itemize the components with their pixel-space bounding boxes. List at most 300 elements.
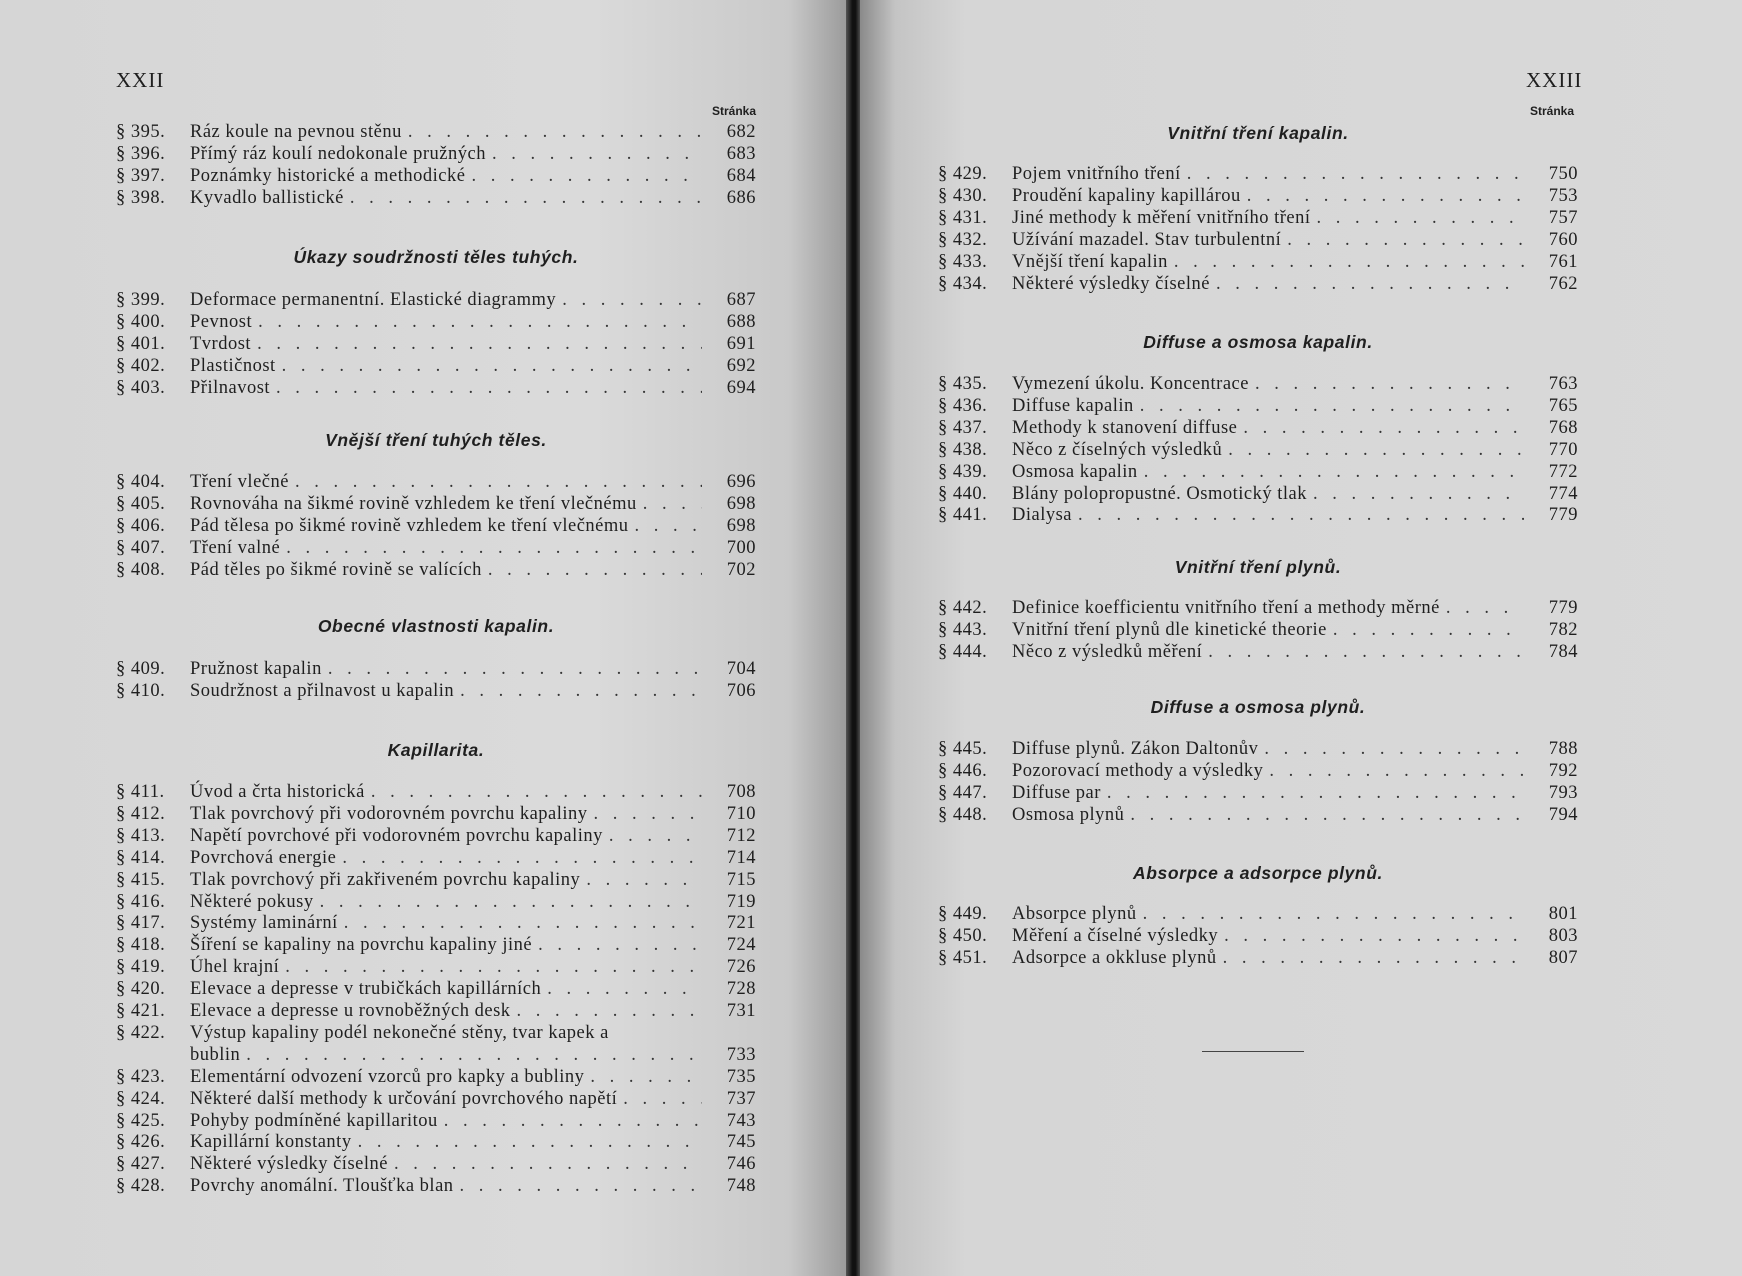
dot-leader xyxy=(1243,417,1524,439)
page-number: 794 xyxy=(1548,804,1578,825)
page-number: 702 xyxy=(726,559,756,580)
page-number: 765 xyxy=(1548,395,1578,416)
entry-title: Diffuse plynů. Zákon Daltonův xyxy=(1012,739,1259,759)
page-number: 774 xyxy=(1548,483,1578,504)
dot-leader xyxy=(1446,597,1524,619)
page-number: 760 xyxy=(1548,229,1578,250)
dot-leader xyxy=(460,680,702,702)
entry-title: Absorpce plynů xyxy=(1012,904,1137,924)
page-number: 753 xyxy=(1548,185,1578,206)
page-number: 757 xyxy=(1548,207,1578,228)
entry-title: Tlak povrchový při zakřiveném povrchu kapaliny xyxy=(190,869,581,890)
page-number: 683 xyxy=(726,143,756,164)
entry-title: Užívání mazadel. Stav turbulentní xyxy=(1012,229,1282,250)
toc-entry[interactable] xyxy=(116,333,756,355)
section-heading: Absorpce a adsorpce plynů. xyxy=(1133,863,1383,883)
toc-entry[interactable] xyxy=(938,395,1578,417)
section-number: § 437. xyxy=(938,417,988,438)
section-number: § 410. xyxy=(116,680,166,701)
section-number: § 446. xyxy=(938,760,988,781)
toc-entry[interactable] xyxy=(116,515,756,537)
entry-title: Blány polopropustné. Osmotický tlak xyxy=(1012,483,1307,504)
section-heading: Vnější tření tuhých těles. xyxy=(325,430,547,450)
toc-entry[interactable] xyxy=(116,471,756,493)
toc-entry[interactable] xyxy=(938,804,1578,826)
toc-entry[interactable] xyxy=(116,869,756,891)
section-number: § 444. xyxy=(938,641,988,662)
page-number: 762 xyxy=(1548,273,1578,294)
dot-leader xyxy=(295,471,702,493)
dot-leader xyxy=(488,559,702,581)
dot-leader xyxy=(643,493,702,515)
entry-title: Deformace permanentní. Elastické diagrammy xyxy=(190,290,557,310)
entry-title: Některé pokusy xyxy=(190,891,314,912)
dot-leader xyxy=(350,187,702,209)
entry-title: Diffuse par xyxy=(1012,782,1101,803)
dot-leader xyxy=(276,377,702,399)
section-heading: Vnitřní tření plynů. xyxy=(1174,557,1342,577)
section-number: § 434. xyxy=(938,273,988,294)
page-number: 686 xyxy=(726,187,756,208)
page-number: 761 xyxy=(1548,251,1578,272)
toc-entry[interactable] xyxy=(116,493,756,515)
toc-entry[interactable] xyxy=(116,912,756,934)
section-number: § 432. xyxy=(938,229,988,250)
dot-leader xyxy=(282,355,702,377)
entry-title: Soudržnost a přilnavost u kapalin xyxy=(190,680,455,701)
page-number: 731 xyxy=(726,1001,756,1021)
entry-title: Osmosa kapalin xyxy=(1012,461,1138,482)
left-page-number: XXII xyxy=(116,68,165,92)
toc-entry[interactable] xyxy=(938,738,1578,760)
page-number: 712 xyxy=(726,825,756,846)
toc-entry[interactable] xyxy=(116,891,756,913)
entry-title: Povrchy anomální. Tloušťka blan xyxy=(190,1176,454,1197)
dot-leader xyxy=(371,781,702,803)
page-number: 710 xyxy=(726,803,756,824)
page-number: 694 xyxy=(726,377,756,398)
section-number: § 427. xyxy=(116,1154,166,1175)
toc-entry[interactable] xyxy=(116,1022,756,1044)
toc-entry[interactable] xyxy=(938,947,1578,969)
right-page-number: XXIII xyxy=(1526,68,1583,92)
left-page-column-label: Stránka xyxy=(712,104,757,118)
entry-title: Pevnost xyxy=(190,311,253,332)
page-number: 692 xyxy=(726,355,756,376)
page-number: 698 xyxy=(726,493,756,514)
section-number: § 400. xyxy=(116,311,166,332)
section-number: § 440. xyxy=(938,483,988,504)
dot-leader xyxy=(471,165,702,187)
toc-entry[interactable] xyxy=(116,781,756,803)
toc-entry[interactable] xyxy=(938,597,1578,619)
dot-leader xyxy=(342,847,702,869)
section-number: § 416. xyxy=(116,891,166,912)
section-number: § 428. xyxy=(116,1176,166,1197)
dot-leader xyxy=(1143,903,1524,925)
entry-title: Napětí povrchové při vodorovném povrchu kapaliny xyxy=(190,825,603,846)
dot-leader xyxy=(623,1088,702,1110)
entry-title: Pružnost kapalin xyxy=(190,659,322,679)
entry-title: Adsorpce a okkluse plynů xyxy=(1012,947,1217,968)
toc-entry[interactable] xyxy=(116,121,756,143)
section-number: § 409. xyxy=(116,659,166,679)
page-number: 696 xyxy=(726,472,756,492)
entry-title: Tlak povrchový při vodorovném povrchu kapaliny xyxy=(190,803,588,824)
dot-leader xyxy=(1078,504,1524,526)
dot-leader xyxy=(1313,483,1524,505)
section-number: § 443. xyxy=(938,619,988,640)
toc-entry[interactable] xyxy=(938,163,1578,185)
page-number: 782 xyxy=(1548,619,1578,640)
section-number: § 418. xyxy=(116,935,166,956)
toc-entry[interactable] xyxy=(116,559,756,581)
entry-title: Dialysa xyxy=(1012,505,1073,526)
entry-title: Plastičnost xyxy=(190,355,276,376)
toc-entry[interactable] xyxy=(938,903,1578,925)
toc-entry[interactable] xyxy=(938,483,1578,505)
dot-leader xyxy=(594,803,702,825)
section-heading: Diffuse a osmosa kapalin. xyxy=(1143,332,1373,352)
section-number: § 433. xyxy=(938,251,988,272)
section-number: § 398. xyxy=(116,187,166,208)
dot-leader xyxy=(492,143,702,165)
section-number: § 438. xyxy=(938,439,988,460)
toc-entry[interactable] xyxy=(938,207,1578,229)
dot-leader xyxy=(1174,251,1524,273)
page-number: 772 xyxy=(1548,461,1578,482)
toc-entry[interactable] xyxy=(938,273,1578,295)
toc-entry[interactable] xyxy=(116,1175,756,1197)
section-number: § 401. xyxy=(116,333,166,354)
dot-leader xyxy=(586,869,702,891)
section-number: § 445. xyxy=(938,739,988,759)
entry-title: Některé další methody k určování povrchového napětí xyxy=(190,1088,618,1109)
toc-entry[interactable] xyxy=(116,187,756,209)
toc-entry[interactable] xyxy=(938,373,1578,395)
page-number: 726 xyxy=(726,957,756,978)
dot-leader xyxy=(1208,641,1524,663)
page-number: 715 xyxy=(726,869,756,890)
entry-title: Kyvadlo ballistické xyxy=(190,187,344,208)
section-number: § 421. xyxy=(116,1001,166,1021)
toc-entry[interactable] xyxy=(116,537,756,559)
toc-entry[interactable] xyxy=(938,782,1578,804)
entry-title: Ráz koule na pevnou stěnu xyxy=(190,122,402,142)
section-number: § 431. xyxy=(938,207,988,228)
toc-entry[interactable] xyxy=(116,956,756,978)
toc-entry[interactable] xyxy=(116,680,756,702)
section-number: § 415. xyxy=(116,869,166,890)
section-number: § 430. xyxy=(938,185,988,206)
section-number: § 395. xyxy=(116,122,166,142)
page-number: 784 xyxy=(1548,641,1578,662)
section-number: § 442. xyxy=(938,598,988,618)
toc-entry[interactable] xyxy=(116,847,756,869)
toc-entry[interactable] xyxy=(116,165,756,187)
section-heading: Diffuse a osmosa plynů. xyxy=(1150,697,1366,717)
entry-title: Elevace a depresse v trubičkách kapillárních xyxy=(190,979,542,1000)
page-number: 728 xyxy=(726,979,756,1000)
dot-leader xyxy=(1247,185,1524,207)
dot-leader xyxy=(1255,373,1524,395)
section-number: § 436. xyxy=(938,395,988,416)
entry-title: Šíření se kapaliny na povrchu kapaliny jiné xyxy=(190,935,533,956)
dot-leader xyxy=(285,956,702,978)
dot-leader xyxy=(408,121,702,143)
entry-title: Přilnavost xyxy=(190,377,271,398)
dot-leader xyxy=(1187,163,1524,185)
dot-leader xyxy=(590,1066,702,1088)
right-page-column-label: Stránka xyxy=(1530,104,1575,118)
toc-entry[interactable] xyxy=(938,251,1578,273)
toc-entry[interactable] xyxy=(116,289,756,311)
page-number: 706 xyxy=(726,680,756,701)
toc-entry[interactable] xyxy=(938,417,1578,439)
dot-leader xyxy=(460,1175,702,1197)
toc-entry[interactable] xyxy=(116,377,756,399)
entry-title: Pohyby podmíněné kapillaritou xyxy=(190,1110,438,1131)
page-number: 719 xyxy=(726,891,756,912)
page-number: 687 xyxy=(726,290,756,310)
section-number: § 422. xyxy=(116,1022,166,1043)
section-number: § 396. xyxy=(116,143,166,164)
page-number: 793 xyxy=(1548,782,1578,803)
toc-entry[interactable] xyxy=(938,461,1578,483)
section-heading: Úkazy soudržnosti těles tuhých. xyxy=(293,247,579,267)
toc-entry[interactable] xyxy=(938,925,1578,947)
dot-leader xyxy=(547,978,702,1000)
toc-entry[interactable] xyxy=(938,760,1578,782)
entry-title: Methody k stanovení diffuse xyxy=(1012,417,1238,438)
section-number: § 451. xyxy=(938,947,988,968)
entry-title: Úvod a črta historická xyxy=(190,782,365,802)
toc-entry[interactable] xyxy=(116,1088,756,1110)
section-number: § 397. xyxy=(116,165,166,186)
entry-title: Definice koefficientu vnitřního tření a methody měrné xyxy=(1012,598,1440,618)
entry-title: Měření a číselné výsledky xyxy=(1012,925,1219,946)
dot-leader xyxy=(538,934,702,956)
section-number: § 448. xyxy=(938,804,988,825)
page-number: 724 xyxy=(726,935,756,956)
page-number: 737 xyxy=(726,1088,756,1109)
entry-title: Tvrdost xyxy=(190,333,252,354)
entry-title: Něco z číselných výsledků xyxy=(1012,439,1223,460)
entry-title: Tření valné xyxy=(190,537,281,558)
dot-leader xyxy=(1107,782,1524,804)
toc-entry[interactable] xyxy=(116,1110,756,1132)
toc-entry[interactable] xyxy=(116,934,756,956)
page-number: 746 xyxy=(726,1154,756,1175)
toc-entry[interactable] xyxy=(116,825,756,847)
entry-title: Pozorovací methody a výsledky xyxy=(1012,760,1264,781)
page-number: 691 xyxy=(726,333,756,354)
entry-title: Výstup kapaliny podél nekonečné stěny, tvar kapek a xyxy=(190,1022,609,1043)
dot-leader xyxy=(1130,804,1524,826)
dot-leader xyxy=(635,515,702,537)
entry-title: Přímý ráz koulí nedokonale pružných xyxy=(190,143,486,164)
page-number: 748 xyxy=(726,1176,756,1197)
dot-leader xyxy=(1228,439,1524,461)
entry-title: Systémy laminární xyxy=(190,913,338,934)
entry-title: Něco z výsledků měření xyxy=(1012,641,1203,662)
page-number: 763 xyxy=(1548,374,1578,394)
section-number: § 420. xyxy=(116,979,166,1000)
entry-title: bublin xyxy=(190,1044,241,1065)
toc-entry[interactable] xyxy=(116,978,756,1000)
entry-title: Kapillární konstanty xyxy=(190,1132,352,1153)
section-number: § 449. xyxy=(938,904,988,924)
dot-leader xyxy=(1223,947,1524,969)
page-number: 735 xyxy=(726,1066,756,1087)
entry-title: Úhel krajní xyxy=(190,957,280,978)
toc-entry[interactable] xyxy=(116,311,756,333)
page-number: 750 xyxy=(1548,164,1578,184)
dot-leader xyxy=(1140,395,1524,417)
dot-leader xyxy=(609,825,702,847)
page-number: 684 xyxy=(726,165,756,186)
dot-leader xyxy=(517,1000,702,1022)
dot-leader xyxy=(444,1110,702,1132)
page-number: 714 xyxy=(726,847,756,868)
entry-title: Elevace a depresse u rovnoběžných desk xyxy=(190,1001,511,1021)
entry-title: Poznámky historické a methodické xyxy=(190,165,466,186)
entry-title: Vnitřní tření plynů dle kinetické theorie xyxy=(1012,619,1327,640)
toc-entry[interactable] xyxy=(116,143,756,165)
section-number: § 450. xyxy=(938,925,988,946)
toc-entry[interactable] xyxy=(116,1131,756,1153)
section-number: § 441. xyxy=(938,505,988,526)
section-number: § 414. xyxy=(116,847,166,868)
dot-leader xyxy=(1144,461,1524,483)
section-number: § 424. xyxy=(116,1088,166,1109)
dot-leader xyxy=(286,537,702,559)
entry-title: Diffuse kapalin xyxy=(1012,395,1134,416)
section-heading: Vnitřní tření kapalin. xyxy=(1167,123,1349,143)
dot-leader xyxy=(258,311,702,333)
dot-leader xyxy=(257,333,702,355)
dot-leader xyxy=(1287,229,1524,251)
section-number: § 439. xyxy=(938,461,988,482)
entry-title: Vnější tření kapalin xyxy=(1012,251,1168,272)
entry-title: Osmosa plynů xyxy=(1012,804,1125,825)
entry-title: Pád těles po šikmé rovině se valících xyxy=(190,559,482,580)
dot-leader xyxy=(344,912,702,934)
section-number: § 403. xyxy=(116,377,166,398)
section-number: § 408. xyxy=(116,559,166,580)
page-number: 768 xyxy=(1548,417,1578,438)
page-number: 721 xyxy=(726,913,756,934)
page-number: 801 xyxy=(1548,904,1578,924)
page-number: 682 xyxy=(726,122,756,142)
page-number: 700 xyxy=(726,537,756,558)
toc-entry[interactable] xyxy=(938,619,1578,641)
section-number: § 407. xyxy=(116,537,166,558)
page-number: 779 xyxy=(1548,598,1578,618)
toc-entry[interactable] xyxy=(116,803,756,825)
entry-title: Některé výsledky číselné xyxy=(190,1154,388,1175)
page-number: 770 xyxy=(1548,439,1578,460)
section-number: § 429. xyxy=(938,164,988,184)
entry-title: Pojem vnitřního tření xyxy=(1012,164,1181,184)
section-number: § 405. xyxy=(116,493,166,514)
section-number: § 402. xyxy=(116,355,166,376)
section-number: § 412. xyxy=(116,803,166,824)
section-number: § 404. xyxy=(116,472,166,492)
dot-leader xyxy=(1269,760,1524,782)
dot-leader xyxy=(320,891,702,913)
toc-entry[interactable] xyxy=(116,355,756,377)
page-number: 733 xyxy=(726,1044,756,1065)
page-number: 704 xyxy=(726,659,756,679)
section-number: § 419. xyxy=(116,957,166,978)
dot-leader xyxy=(1216,273,1524,295)
toc-entry[interactable] xyxy=(116,1000,756,1022)
section-heading: Obecné vlastnosti kapalin. xyxy=(317,616,555,636)
dot-leader xyxy=(358,1131,702,1153)
section-number: § 417. xyxy=(116,913,166,934)
entry-title: Vymezení úkolu. Koncentrace xyxy=(1012,374,1249,394)
section-number: § 413. xyxy=(116,825,166,846)
page-number: 779 xyxy=(1548,505,1578,526)
page-number: 792 xyxy=(1548,760,1578,781)
section-number: § 411. xyxy=(116,782,165,802)
dot-leader xyxy=(1333,619,1524,641)
entry-title: Tření vlečné xyxy=(190,472,289,492)
toc-entry[interactable] xyxy=(938,439,1578,461)
toc-entry[interactable] xyxy=(938,229,1578,251)
page-number: 688 xyxy=(726,311,756,332)
toc-entry[interactable] xyxy=(938,504,1578,526)
page-number: 708 xyxy=(726,782,756,802)
page-number: 743 xyxy=(726,1110,756,1131)
section-number: § 425. xyxy=(116,1110,166,1131)
section-number: § 399. xyxy=(116,290,166,310)
dot-leader xyxy=(328,658,702,680)
entry-title: Elementární odvození vzorců pro kapky a bubliny xyxy=(190,1066,585,1087)
section-number: § 423. xyxy=(116,1066,166,1087)
dot-leader xyxy=(246,1044,702,1066)
page-number: 745 xyxy=(726,1132,756,1153)
dot-leader xyxy=(394,1153,702,1175)
toc-entry[interactable] xyxy=(938,641,1578,663)
section-number: § 406. xyxy=(116,515,166,536)
section-number: § 426. xyxy=(116,1132,166,1153)
toc-entry[interactable] xyxy=(116,658,756,680)
entry-title: Proudění kapaliny kapillárou xyxy=(1012,185,1241,206)
section-number: § 447. xyxy=(938,782,988,803)
entry-title: Pád tělesa po šikmé rovině vzhledem ke tření vlečnému xyxy=(190,515,629,536)
entry-title: Jiné methody k měření vnitřního tření xyxy=(1012,207,1311,228)
entry-title: Některé výsledky číselné xyxy=(1012,273,1210,294)
section-number: § 435. xyxy=(938,374,988,394)
dot-leader xyxy=(562,289,702,311)
page-number: 788 xyxy=(1548,739,1578,759)
dot-leader xyxy=(1264,738,1524,760)
toc-entry[interactable] xyxy=(116,1066,756,1088)
entry-title: Rovnováha na šikmé rovině vzhledem ke tření vlečnému xyxy=(190,493,637,514)
dot-leader xyxy=(1224,925,1524,947)
section-heading: Kapillarita. xyxy=(387,740,485,760)
page-number: 803 xyxy=(1548,925,1578,946)
toc-entry[interactable] xyxy=(116,1044,756,1066)
entry-title: Povrchová energie xyxy=(190,847,337,868)
dot-leader xyxy=(1317,207,1524,229)
toc-entry[interactable] xyxy=(116,1153,756,1175)
page-number: 807 xyxy=(1548,947,1578,968)
page-number: 698 xyxy=(726,515,756,536)
toc-entry[interactable] xyxy=(938,185,1578,207)
